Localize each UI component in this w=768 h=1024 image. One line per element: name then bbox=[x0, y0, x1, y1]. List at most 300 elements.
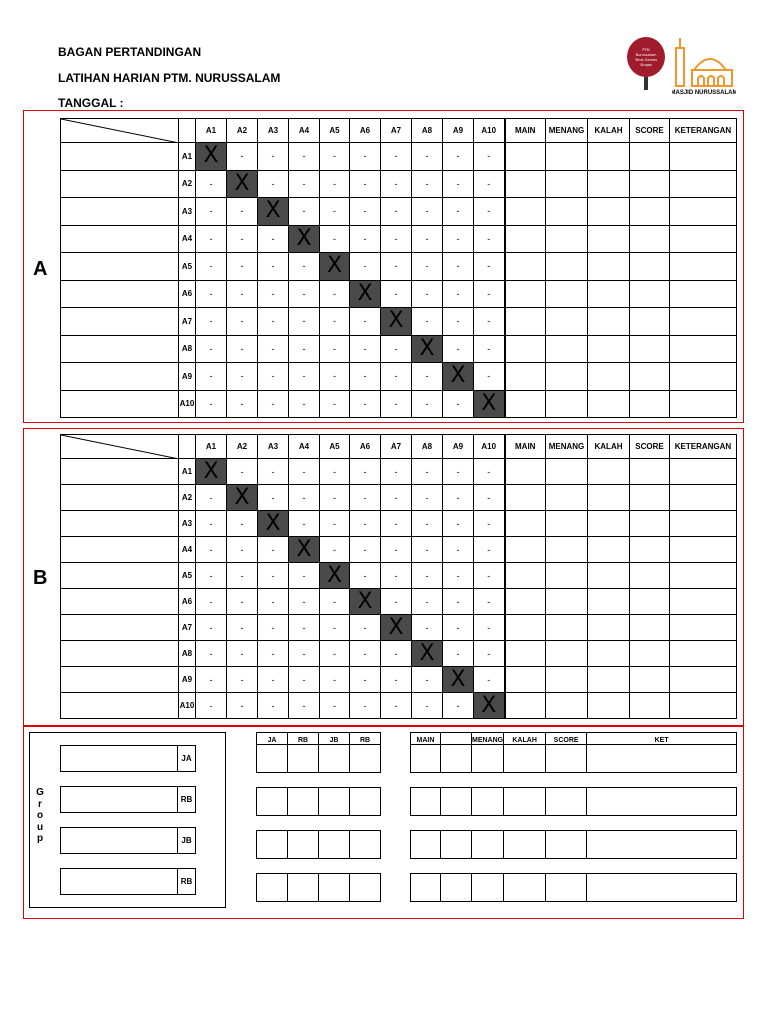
match-cell[interactable]: - bbox=[258, 563, 289, 589]
stat-cell[interactable] bbox=[588, 485, 630, 511]
stat-cell[interactable] bbox=[505, 143, 546, 171]
final-cell[interactable] bbox=[350, 745, 381, 773]
stat-cell[interactable] bbox=[588, 615, 630, 641]
final-row-name[interactable] bbox=[60, 868, 178, 895]
match-cell[interactable]: - bbox=[350, 170, 381, 198]
stat-cell[interactable] bbox=[670, 641, 737, 667]
stat-cell[interactable] bbox=[670, 485, 737, 511]
match-cell[interactable]: - bbox=[474, 225, 505, 253]
stat-cell[interactable] bbox=[505, 667, 546, 693]
stat-cell[interactable] bbox=[670, 143, 737, 171]
match-cell[interactable]: - bbox=[258, 335, 289, 363]
stat-cell[interactable] bbox=[630, 589, 670, 615]
stat-cell[interactable] bbox=[588, 335, 630, 363]
match-cell[interactable]: - bbox=[412, 693, 443, 719]
player-name-cell[interactable] bbox=[61, 641, 179, 667]
stat-cell[interactable] bbox=[670, 537, 737, 563]
match-cell[interactable]: - bbox=[196, 667, 227, 693]
final-cell[interactable] bbox=[411, 788, 441, 816]
match-cell[interactable]: - bbox=[227, 198, 258, 226]
match-cell[interactable]: - bbox=[258, 667, 289, 693]
match-cell[interactable]: - bbox=[289, 390, 320, 418]
stat-cell[interactable] bbox=[546, 225, 588, 253]
final-cell[interactable] bbox=[319, 788, 350, 816]
match-cell[interactable]: - bbox=[227, 335, 258, 363]
match-cell[interactable]: - bbox=[320, 589, 350, 615]
stat-cell[interactable] bbox=[670, 225, 737, 253]
final-cell[interactable] bbox=[472, 788, 504, 816]
final-cell[interactable] bbox=[411, 745, 441, 773]
stat-cell[interactable] bbox=[670, 511, 737, 537]
player-name-cell[interactable] bbox=[61, 335, 179, 363]
stat-cell[interactable] bbox=[505, 390, 546, 418]
match-cell[interactable]: - bbox=[258, 615, 289, 641]
match-cell[interactable]: - bbox=[227, 615, 258, 641]
match-cell[interactable]: - bbox=[412, 143, 443, 171]
final-cell[interactable] bbox=[546, 831, 587, 859]
match-cell[interactable]: - bbox=[474, 335, 505, 363]
match-cell[interactable]: - bbox=[196, 615, 227, 641]
stat-cell[interactable] bbox=[630, 641, 670, 667]
match-cell[interactable]: - bbox=[196, 170, 227, 198]
match-cell[interactable]: - bbox=[381, 335, 412, 363]
match-cell[interactable]: - bbox=[412, 615, 443, 641]
stat-cell[interactable] bbox=[630, 253, 670, 281]
match-cell[interactable]: - bbox=[289, 615, 320, 641]
match-cell[interactable]: - bbox=[443, 253, 474, 281]
match-cell[interactable]: - bbox=[412, 280, 443, 308]
stat-cell[interactable] bbox=[505, 459, 546, 485]
stat-cell[interactable] bbox=[505, 485, 546, 511]
match-cell[interactable]: - bbox=[474, 641, 505, 667]
match-cell[interactable]: - bbox=[350, 143, 381, 171]
match-cell[interactable]: - bbox=[350, 537, 381, 563]
stat-cell[interactable] bbox=[670, 667, 737, 693]
final-row-name[interactable] bbox=[60, 745, 178, 772]
player-name-cell[interactable] bbox=[61, 511, 179, 537]
stat-cell[interactable] bbox=[505, 335, 546, 363]
match-cell[interactable]: - bbox=[443, 335, 474, 363]
final-cell[interactable] bbox=[587, 745, 737, 773]
match-cell[interactable]: - bbox=[196, 537, 227, 563]
player-name-cell[interactable] bbox=[61, 308, 179, 336]
final-cell[interactable] bbox=[546, 874, 587, 902]
stat-cell[interactable] bbox=[546, 253, 588, 281]
match-cell[interactable]: - bbox=[350, 459, 381, 485]
match-cell[interactable]: - bbox=[227, 280, 258, 308]
final-cell[interactable] bbox=[504, 874, 546, 902]
match-cell[interactable]: - bbox=[381, 170, 412, 198]
stat-cell[interactable] bbox=[505, 170, 546, 198]
stat-cell[interactable] bbox=[588, 280, 630, 308]
match-cell[interactable]: - bbox=[227, 667, 258, 693]
stat-cell[interactable] bbox=[630, 511, 670, 537]
final-cell[interactable] bbox=[411, 874, 441, 902]
match-cell[interactable]: - bbox=[258, 485, 289, 511]
stat-cell[interactable] bbox=[505, 615, 546, 641]
match-cell[interactable]: - bbox=[350, 390, 381, 418]
match-cell[interactable]: - bbox=[443, 280, 474, 308]
stat-cell[interactable] bbox=[670, 170, 737, 198]
match-cell[interactable]: - bbox=[258, 143, 289, 171]
match-cell[interactable]: - bbox=[196, 511, 227, 537]
final-cell[interactable] bbox=[504, 788, 546, 816]
match-cell[interactable]: - bbox=[412, 308, 443, 336]
match-cell[interactable]: - bbox=[258, 225, 289, 253]
stat-cell[interactable] bbox=[546, 198, 588, 226]
match-cell[interactable]: - bbox=[443, 225, 474, 253]
match-cell[interactable]: - bbox=[227, 143, 258, 171]
stat-cell[interactable] bbox=[505, 511, 546, 537]
stat-cell[interactable] bbox=[588, 253, 630, 281]
player-name-cell[interactable] bbox=[61, 615, 179, 641]
match-cell[interactable]: - bbox=[320, 280, 350, 308]
match-cell[interactable]: - bbox=[381, 511, 412, 537]
match-cell[interactable]: - bbox=[350, 485, 381, 511]
match-cell[interactable]: - bbox=[412, 537, 443, 563]
match-cell[interactable]: - bbox=[289, 308, 320, 336]
match-cell[interactable]: - bbox=[474, 253, 505, 281]
match-cell[interactable]: - bbox=[474, 563, 505, 589]
match-cell[interactable]: - bbox=[350, 225, 381, 253]
match-cell[interactable]: - bbox=[443, 143, 474, 171]
final-cell[interactable] bbox=[288, 788, 319, 816]
match-cell[interactable]: - bbox=[289, 485, 320, 511]
match-cell[interactable]: - bbox=[289, 363, 320, 391]
stat-cell[interactable] bbox=[546, 667, 588, 693]
stat-cell[interactable] bbox=[630, 459, 670, 485]
stat-cell[interactable] bbox=[546, 589, 588, 615]
stat-cell[interactable] bbox=[630, 615, 670, 641]
match-cell[interactable]: - bbox=[196, 335, 227, 363]
stat-cell[interactable] bbox=[505, 641, 546, 667]
stat-cell[interactable] bbox=[505, 363, 546, 391]
match-cell[interactable]: - bbox=[412, 511, 443, 537]
match-cell[interactable]: - bbox=[196, 563, 227, 589]
match-cell[interactable]: - bbox=[320, 143, 350, 171]
match-cell[interactable]: - bbox=[350, 253, 381, 281]
final-row-name[interactable] bbox=[60, 827, 178, 854]
stat-cell[interactable] bbox=[546, 390, 588, 418]
stat-cell[interactable] bbox=[630, 143, 670, 171]
final-cell[interactable] bbox=[257, 874, 288, 902]
match-cell[interactable]: - bbox=[289, 170, 320, 198]
match-cell[interactable]: - bbox=[474, 615, 505, 641]
stat-cell[interactable] bbox=[505, 280, 546, 308]
match-cell[interactable]: - bbox=[443, 459, 474, 485]
stat-cell[interactable] bbox=[505, 537, 546, 563]
match-cell[interactable]: - bbox=[227, 537, 258, 563]
stat-cell[interactable] bbox=[546, 335, 588, 363]
match-cell[interactable]: - bbox=[474, 363, 505, 391]
stat-cell[interactable] bbox=[546, 308, 588, 336]
stat-cell[interactable] bbox=[546, 563, 588, 589]
match-cell[interactable]: - bbox=[258, 363, 289, 391]
match-cell[interactable]: - bbox=[320, 225, 350, 253]
match-cell[interactable]: - bbox=[412, 363, 443, 391]
stat-cell[interactable] bbox=[588, 363, 630, 391]
match-cell[interactable]: - bbox=[320, 170, 350, 198]
stat-cell[interactable] bbox=[588, 563, 630, 589]
match-cell[interactable]: - bbox=[320, 667, 350, 693]
stat-cell[interactable] bbox=[670, 390, 737, 418]
player-name-cell[interactable] bbox=[61, 459, 179, 485]
match-cell[interactable]: - bbox=[381, 253, 412, 281]
match-cell[interactable]: - bbox=[350, 308, 381, 336]
match-cell[interactable]: - bbox=[350, 363, 381, 391]
match-cell[interactable]: - bbox=[258, 459, 289, 485]
match-cell[interactable]: - bbox=[443, 537, 474, 563]
match-cell[interactable]: - bbox=[412, 390, 443, 418]
stat-cell[interactable] bbox=[546, 641, 588, 667]
match-cell[interactable]: - bbox=[196, 641, 227, 667]
stat-cell[interactable] bbox=[670, 459, 737, 485]
match-cell[interactable]: - bbox=[227, 363, 258, 391]
match-cell[interactable]: - bbox=[196, 280, 227, 308]
match-cell[interactable]: - bbox=[381, 563, 412, 589]
match-cell[interactable]: - bbox=[289, 511, 320, 537]
stat-cell[interactable] bbox=[588, 170, 630, 198]
stat-cell[interactable] bbox=[588, 537, 630, 563]
stat-cell[interactable] bbox=[630, 170, 670, 198]
match-cell[interactable]: - bbox=[412, 485, 443, 511]
match-cell[interactable]: - bbox=[258, 641, 289, 667]
final-cell[interactable] bbox=[587, 831, 737, 859]
final-cell[interactable] bbox=[257, 788, 288, 816]
match-cell[interactable]: - bbox=[443, 308, 474, 336]
stat-cell[interactable] bbox=[670, 615, 737, 641]
final-cell[interactable] bbox=[504, 831, 546, 859]
stat-cell[interactable] bbox=[630, 308, 670, 336]
stat-cell[interactable] bbox=[505, 563, 546, 589]
stat-cell[interactable] bbox=[630, 693, 670, 719]
match-cell[interactable]: - bbox=[227, 589, 258, 615]
match-cell[interactable]: - bbox=[474, 170, 505, 198]
stat-cell[interactable] bbox=[670, 589, 737, 615]
stat-cell[interactable] bbox=[630, 537, 670, 563]
player-name-cell[interactable] bbox=[61, 280, 179, 308]
player-name-cell[interactable] bbox=[61, 170, 179, 198]
final-cell[interactable] bbox=[441, 831, 472, 859]
stat-cell[interactable] bbox=[546, 459, 588, 485]
match-cell[interactable]: - bbox=[350, 667, 381, 693]
match-cell[interactable]: - bbox=[381, 641, 412, 667]
match-cell[interactable]: - bbox=[320, 615, 350, 641]
match-cell[interactable]: - bbox=[227, 390, 258, 418]
match-cell[interactable]: - bbox=[381, 280, 412, 308]
match-cell[interactable]: - bbox=[227, 459, 258, 485]
final-cell[interactable] bbox=[472, 745, 504, 773]
match-cell[interactable]: - bbox=[320, 335, 350, 363]
match-cell[interactable]: - bbox=[443, 615, 474, 641]
player-name-cell[interactable] bbox=[61, 667, 179, 693]
player-name-cell[interactable] bbox=[61, 363, 179, 391]
final-cell[interactable] bbox=[504, 745, 546, 773]
final-cell[interactable] bbox=[411, 831, 441, 859]
match-cell[interactable]: - bbox=[350, 335, 381, 363]
match-cell[interactable]: - bbox=[474, 511, 505, 537]
stat-cell[interactable] bbox=[588, 225, 630, 253]
final-cell[interactable] bbox=[546, 745, 587, 773]
match-cell[interactable]: - bbox=[443, 170, 474, 198]
match-cell[interactable]: - bbox=[412, 170, 443, 198]
final-row-name[interactable] bbox=[60, 786, 178, 813]
stat-cell[interactable] bbox=[670, 280, 737, 308]
match-cell[interactable]: - bbox=[227, 308, 258, 336]
match-cell[interactable]: - bbox=[320, 485, 350, 511]
match-cell[interactable]: - bbox=[320, 459, 350, 485]
final-cell[interactable] bbox=[257, 745, 288, 773]
stat-cell[interactable] bbox=[630, 335, 670, 363]
match-cell[interactable]: - bbox=[258, 589, 289, 615]
stat-cell[interactable] bbox=[505, 693, 546, 719]
match-cell[interactable]: - bbox=[196, 485, 227, 511]
match-cell[interactable]: - bbox=[196, 308, 227, 336]
stat-cell[interactable] bbox=[630, 280, 670, 308]
match-cell[interactable]: - bbox=[474, 537, 505, 563]
stat-cell[interactable] bbox=[546, 485, 588, 511]
stat-cell[interactable] bbox=[670, 253, 737, 281]
match-cell[interactable]: - bbox=[227, 225, 258, 253]
match-cell[interactable]: - bbox=[381, 537, 412, 563]
stat-cell[interactable] bbox=[670, 693, 737, 719]
stat-cell[interactable] bbox=[546, 363, 588, 391]
final-cell[interactable] bbox=[472, 831, 504, 859]
stat-cell[interactable] bbox=[670, 308, 737, 336]
stat-cell[interactable] bbox=[670, 335, 737, 363]
match-cell[interactable]: - bbox=[258, 537, 289, 563]
match-cell[interactable]: - bbox=[412, 253, 443, 281]
match-cell[interactable]: - bbox=[474, 589, 505, 615]
match-cell[interactable]: - bbox=[196, 198, 227, 226]
stat-cell[interactable] bbox=[588, 589, 630, 615]
match-cell[interactable]: - bbox=[474, 198, 505, 226]
match-cell[interactable]: - bbox=[412, 459, 443, 485]
stat-cell[interactable] bbox=[546, 280, 588, 308]
stat-cell[interactable] bbox=[505, 253, 546, 281]
stat-cell[interactable] bbox=[546, 693, 588, 719]
match-cell[interactable]: - bbox=[350, 511, 381, 537]
match-cell[interactable]: - bbox=[196, 390, 227, 418]
stat-cell[interactable] bbox=[505, 589, 546, 615]
match-cell[interactable]: - bbox=[350, 641, 381, 667]
match-cell[interactable]: - bbox=[350, 693, 381, 719]
final-cell[interactable] bbox=[350, 831, 381, 859]
match-cell[interactable]: - bbox=[289, 589, 320, 615]
final-cell[interactable] bbox=[587, 874, 737, 902]
stat-cell[interactable] bbox=[630, 225, 670, 253]
match-cell[interactable]: - bbox=[289, 667, 320, 693]
stat-cell[interactable] bbox=[630, 363, 670, 391]
stat-cell[interactable] bbox=[546, 143, 588, 171]
final-cell[interactable] bbox=[319, 831, 350, 859]
match-cell[interactable]: - bbox=[474, 485, 505, 511]
match-cell[interactable]: - bbox=[350, 198, 381, 226]
match-cell[interactable]: - bbox=[320, 363, 350, 391]
match-cell[interactable]: - bbox=[381, 198, 412, 226]
match-cell[interactable]: - bbox=[289, 280, 320, 308]
final-cell[interactable] bbox=[288, 745, 319, 773]
stat-cell[interactable] bbox=[670, 563, 737, 589]
match-cell[interactable]: - bbox=[227, 511, 258, 537]
stat-cell[interactable] bbox=[588, 693, 630, 719]
final-cell[interactable] bbox=[441, 745, 472, 773]
match-cell[interactable]: - bbox=[412, 198, 443, 226]
final-cell[interactable] bbox=[441, 874, 472, 902]
stat-cell[interactable] bbox=[588, 641, 630, 667]
match-cell[interactable]: - bbox=[381, 459, 412, 485]
stat-cell[interactable] bbox=[588, 511, 630, 537]
match-cell[interactable]: - bbox=[381, 485, 412, 511]
match-cell[interactable]: - bbox=[443, 511, 474, 537]
match-cell[interactable]: - bbox=[320, 390, 350, 418]
stat-cell[interactable] bbox=[546, 170, 588, 198]
match-cell[interactable]: - bbox=[412, 667, 443, 693]
match-cell[interactable]: - bbox=[227, 693, 258, 719]
match-cell[interactable]: - bbox=[289, 253, 320, 281]
stat-cell[interactable] bbox=[588, 198, 630, 226]
match-cell[interactable]: - bbox=[474, 280, 505, 308]
final-cell[interactable] bbox=[441, 788, 472, 816]
match-cell[interactable]: - bbox=[320, 537, 350, 563]
player-name-cell[interactable] bbox=[61, 563, 179, 589]
match-cell[interactable]: - bbox=[443, 563, 474, 589]
stat-cell[interactable] bbox=[546, 537, 588, 563]
final-cell[interactable] bbox=[257, 831, 288, 859]
match-cell[interactable]: - bbox=[289, 143, 320, 171]
final-cell[interactable] bbox=[472, 874, 504, 902]
match-cell[interactable]: - bbox=[320, 641, 350, 667]
player-name-cell[interactable] bbox=[61, 589, 179, 615]
stat-cell[interactable] bbox=[546, 511, 588, 537]
stat-cell[interactable] bbox=[588, 667, 630, 693]
match-cell[interactable]: - bbox=[258, 390, 289, 418]
match-cell[interactable]: - bbox=[443, 485, 474, 511]
match-cell[interactable]: - bbox=[289, 641, 320, 667]
stat-cell[interactable] bbox=[588, 143, 630, 171]
stat-cell[interactable] bbox=[630, 563, 670, 589]
stat-cell[interactable] bbox=[588, 459, 630, 485]
match-cell[interactable]: - bbox=[227, 641, 258, 667]
final-cell[interactable] bbox=[350, 788, 381, 816]
stat-cell[interactable] bbox=[505, 225, 546, 253]
final-cell[interactable] bbox=[546, 788, 587, 816]
match-cell[interactable]: - bbox=[196, 363, 227, 391]
match-cell[interactable]: - bbox=[289, 335, 320, 363]
match-cell[interactable]: - bbox=[196, 693, 227, 719]
match-cell[interactable]: - bbox=[381, 143, 412, 171]
final-cell[interactable] bbox=[288, 874, 319, 902]
player-name-cell[interactable] bbox=[61, 143, 179, 171]
match-cell[interactable]: - bbox=[474, 667, 505, 693]
match-cell[interactable]: - bbox=[196, 589, 227, 615]
match-cell[interactable]: - bbox=[227, 563, 258, 589]
match-cell[interactable]: - bbox=[258, 693, 289, 719]
match-cell[interactable]: - bbox=[320, 308, 350, 336]
match-cell[interactable]: - bbox=[258, 253, 289, 281]
match-cell[interactable]: - bbox=[381, 363, 412, 391]
match-cell[interactable]: - bbox=[196, 225, 227, 253]
match-cell[interactable]: - bbox=[320, 198, 350, 226]
stat-cell[interactable] bbox=[546, 615, 588, 641]
match-cell[interactable]: - bbox=[289, 198, 320, 226]
match-cell[interactable]: - bbox=[196, 253, 227, 281]
final-cell[interactable] bbox=[350, 874, 381, 902]
match-cell[interactable]: - bbox=[381, 225, 412, 253]
match-cell[interactable]: - bbox=[443, 390, 474, 418]
player-name-cell[interactable] bbox=[61, 537, 179, 563]
match-cell[interactable]: - bbox=[258, 280, 289, 308]
